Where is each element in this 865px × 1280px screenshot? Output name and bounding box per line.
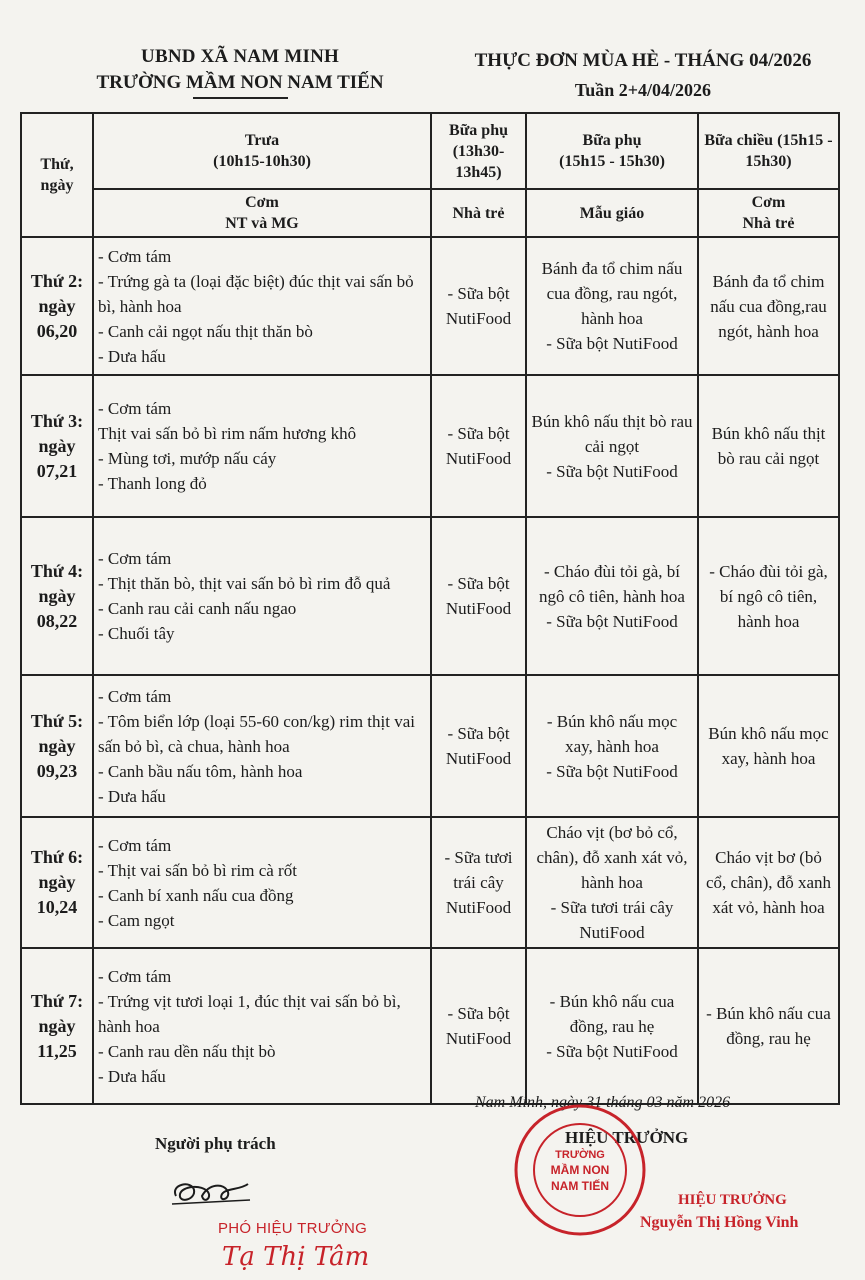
day-cell-line: Thứ 6: — [30, 847, 84, 867]
snack1-cell — [431, 675, 526, 817]
table-row — [21, 675, 839, 817]
header-snack2: Bữa phụ (15h15 - 15h30) — [526, 113, 698, 189]
responsible-label: Người phụ trách — [155, 1134, 276, 1153]
header-left — [60, 46, 420, 99]
menu-rows — [21, 237, 839, 1104]
afternoon-cell-line: - Bún khô nấu cua — [706, 1004, 831, 1023]
snack2-cell — [526, 817, 698, 948]
header-snack1: Bữa phụ (13h30- 13h45) — [431, 113, 526, 189]
lunch-cell-line: - Tôm biển lớp (loại 55-60 con/kg) rim thịt vai sấn bỏ bì, cà chua, hành hoa — [98, 711, 415, 756]
snack1-cell-line: NutiFood — [445, 309, 512, 328]
menu-week: Tuần 2+4/04/2026 — [574, 80, 712, 100]
lunch-cell-line: - Cơm tám — [98, 835, 172, 855]
afternoon-cell-line: - Cháo đùi tỏi gà, bí ngô cô tiên, hành hoa — [709, 561, 828, 631]
day-cell-line: 09,23 — [36, 760, 78, 781]
vice-name: Tạ Thị Tâm — [222, 1242, 370, 1272]
lunch-cell-line: - Canh rau dền nấu thịt bò — [98, 1041, 276, 1061]
header-lunch: Trưa (10h15-10h30) — [93, 113, 431, 189]
afternoon-cell-line: đồng, rau hẹ — [726, 1029, 811, 1048]
snack1-cell-line: NutiFood — [445, 749, 512, 768]
afternoon-cell — [698, 375, 839, 517]
lunch-cell-line: - Cơm tám — [98, 399, 172, 418]
table-row — [21, 237, 839, 375]
principal-name: Nguyễn Thị Hồng Vinh — [640, 1214, 799, 1231]
subheader-snack1: Nhà trẻ — [431, 189, 526, 237]
lunch-cell-line: - Cơm tám — [98, 966, 172, 986]
snack1-cell-line: NutiFood — [445, 1029, 512, 1048]
lunch-cell-line: - Cơm tám — [98, 686, 172, 706]
place-date: Nam Minh, ngày 31 tháng 03 năm 2026 — [475, 1094, 731, 1111]
snack2-cell-line: - Sữa bột NutiFood — [546, 334, 678, 353]
snack2-cell — [526, 237, 698, 375]
afternoon-cell — [698, 948, 839, 1104]
lunch-cell-line: - Cam ngọt — [98, 910, 175, 930]
snack2-cell-line: - Sữa bột NutiFood — [546, 1041, 678, 1061]
lunch-cell — [93, 237, 431, 375]
snack2-cell — [526, 675, 698, 817]
lunch-cell — [93, 817, 431, 948]
lunch-cell-line: - Cơm tám — [98, 549, 172, 568]
lunch-cell-line: - Thanh long đỏ — [98, 474, 207, 493]
day-cell-line: 08,22 — [36, 610, 78, 631]
snack1-cell-line: - Sữa tươi — [444, 848, 513, 867]
lunch-cell-line: - Canh bí xanh nấu cua đồng — [98, 885, 294, 905]
menu-table — [20, 112, 840, 1105]
afternoon-cell-line: Bún khô nấu mọc xay, hành hoa — [708, 724, 829, 768]
lunch-cell — [93, 948, 431, 1104]
lunch-cell — [93, 675, 431, 817]
afternoon-cell — [698, 675, 839, 817]
lunch-cell-line: - Mùng tơi, mướp nấu cáy — [98, 449, 277, 468]
vice-title: PHÓ HIỆU TRƯỞNG — [218, 1220, 368, 1237]
snack2-cell-line: - Sữa bột NutiFood — [546, 611, 678, 631]
snack1-cell-line: - Sữa bột — [447, 574, 510, 593]
day-cell-line: Thứ 5: — [30, 710, 84, 731]
snack1-cell-line: NutiFood — [445, 898, 512, 917]
lunch-cell-line: - Canh bầu nấu tôm, hành hoa — [98, 761, 303, 781]
stamp-line-2: MẦM NON — [550, 1163, 610, 1177]
lunch-cell-line: - Canh cải ngọt nấu thịt thăn bò — [98, 321, 313, 341]
afternoon-cell — [698, 237, 839, 375]
snack1-cell — [431, 817, 526, 948]
table-row — [21, 817, 839, 948]
afternoon-cell-line: Bánh đa tổ chim nấu cua đồng,rau ngót, hành hoa — [710, 271, 827, 341]
snack2-cell-line: - Cháo đùi tỏi gà, bí ngô cô tiên, hành hoa — [539, 561, 685, 606]
lunch-cell — [93, 517, 431, 675]
table-row — [21, 375, 839, 517]
lunch-cell — [93, 375, 431, 517]
day-cell — [21, 817, 93, 948]
snack1-cell-line: - Sữa bột — [447, 424, 510, 443]
snack2-cell-line: - Sữa bột NutiFood — [546, 761, 678, 781]
stamp-line-1: TRƯỜNG — [555, 1149, 605, 1161]
afternoon-cell — [698, 517, 839, 675]
day-cell — [21, 237, 93, 375]
snack1-cell — [431, 948, 526, 1104]
lunch-cell-line: - Canh rau cải canh nấu ngao — [98, 599, 297, 618]
day-cell — [21, 948, 93, 1104]
menu-title: THỰC ĐƠN MÙA HÈ - THÁNG 04/2026 — [474, 50, 812, 71]
day-cell-line: ngày — [38, 735, 76, 756]
header-afternoon: Bữa chiều (15h15 - 15h30) — [698, 113, 839, 189]
day-cell-line: ngày — [38, 872, 76, 892]
snack2-cell-line: - Sữa bột NutiFood — [546, 461, 678, 481]
afternoon-cell — [698, 817, 839, 948]
snack1-cell-line: - Sữa bột — [447, 1004, 510, 1023]
day-cell-line: Thứ 2: — [30, 270, 84, 291]
snack2-cell — [526, 517, 698, 675]
day-cell-line: ngày — [38, 295, 76, 316]
subheader-afternoon: Cơm Nhà trẻ — [698, 189, 839, 237]
lunch-cell-line: - Chuối tây — [98, 624, 175, 643]
school-stamp — [510, 1100, 650, 1240]
lunch-cell-line: - Thịt thăn bò, thịt vai sấn bỏ bì rim đỗ quả — [98, 574, 391, 593]
day-cell-line: 06,20 — [36, 320, 78, 341]
lunch-cell-line: - Dưa hấu — [98, 786, 166, 806]
snack1-cell — [431, 375, 526, 517]
lunch-cell-line: - Cơm tám — [98, 246, 172, 266]
day-cell — [21, 675, 93, 817]
day-cell-line: 07,21 — [36, 460, 78, 481]
day-cell-line: Thứ 4: — [30, 560, 84, 581]
snack2-cell-line: Bánh đa tổ chim nấu cua đồng, rau ngót, hành hoa — [541, 259, 683, 328]
day-cell-line: ngày — [38, 435, 76, 456]
snack2-cell-line: Cháo vịt (bơ bỏ cổ, chân), đỗ xanh xát vỏ, hành hoa — [536, 823, 688, 892]
table-row — [21, 517, 839, 675]
day-cell-line: ngày — [38, 1015, 76, 1036]
lunch-cell-line: - Trứng vịt tươi loại 1, đúc thịt vai sấn bỏ bì, hành hoa — [98, 991, 401, 1036]
snack2-cell-line: - Sữa tươi trái cây NutiFood — [550, 898, 674, 942]
subheader-snack2: Mẫu giáo — [526, 189, 698, 237]
lunch-cell-line: - Thịt vai sấn bỏ bì rim cà rốt — [98, 860, 297, 880]
lunch-cell-line: - Trứng gà ta (loại đặc biệt) đúc thịt vai sấn bỏ bì, hành hoa — [98, 271, 414, 316]
afternoon-cell-line: Cháo vịt bơ (bỏ cổ, chân), đỗ xanh xát vỏ, hành hoa — [705, 848, 832, 917]
vice-signature — [168, 1170, 258, 1216]
snack1-cell-line: trái cây — [453, 873, 504, 892]
snack2-cell — [526, 375, 698, 517]
day-cell — [21, 375, 93, 517]
snack1-cell — [431, 237, 526, 375]
snack2-cell-line: Bún khô nấu thịt bò rau cải ngọt — [531, 411, 693, 456]
day-cell-line: 11,25 — [37, 1040, 77, 1061]
lunch-cell-line: Thịt vai sấn bỏ bì rim nấm hương khô — [98, 424, 357, 443]
snack2-cell-line: - Bún khô nấu cua đồng, rau hẹ — [549, 991, 675, 1036]
afternoon-cell-line: Bún khô nấu thịt bò rau cải ngọt — [711, 424, 826, 468]
day-cell — [21, 517, 93, 675]
snack1-cell-line: NutiFood — [445, 599, 512, 618]
snack1-cell — [431, 517, 526, 675]
day-cell-line: ngày — [38, 585, 76, 606]
snack1-cell-line: - Sữa bột — [447, 724, 510, 743]
lunch-cell-line: - Dưa hấu — [98, 346, 166, 366]
stamp-line-3: NAM TIẾN — [551, 1179, 609, 1193]
snack1-cell-line: NutiFood — [445, 449, 512, 468]
lunch-cell-line: - Dưa hấu — [98, 1066, 166, 1086]
header-day: Thứ, ngày — [21, 113, 93, 237]
day-cell-line: Thứ 7: — [30, 990, 84, 1011]
header-underline — [193, 97, 288, 99]
snack1-cell-line: - Sữa bột — [447, 284, 510, 303]
snack2-cell-line: - Bún khô nấu mọc xay, hành hoa — [546, 711, 678, 756]
school-name: TRƯỜNG MẦM NON NAM TIẾN — [96, 72, 384, 93]
snack2-cell — [526, 948, 698, 1104]
commune-name: UBND XÃ NAM MINH — [141, 46, 339, 67]
subheader-lunch: Cơm NT và MG — [93, 189, 431, 237]
day-cell-line: Thứ 3: — [30, 410, 84, 431]
header-right — [448, 50, 838, 101]
principal-title: HIỆU TRƯỞNG — [678, 1192, 787, 1208]
principal-heading: HIỆU TRƯỞNG — [565, 1128, 689, 1147]
table-row — [21, 948, 839, 1104]
day-cell-line: 10,24 — [36, 897, 78, 917]
